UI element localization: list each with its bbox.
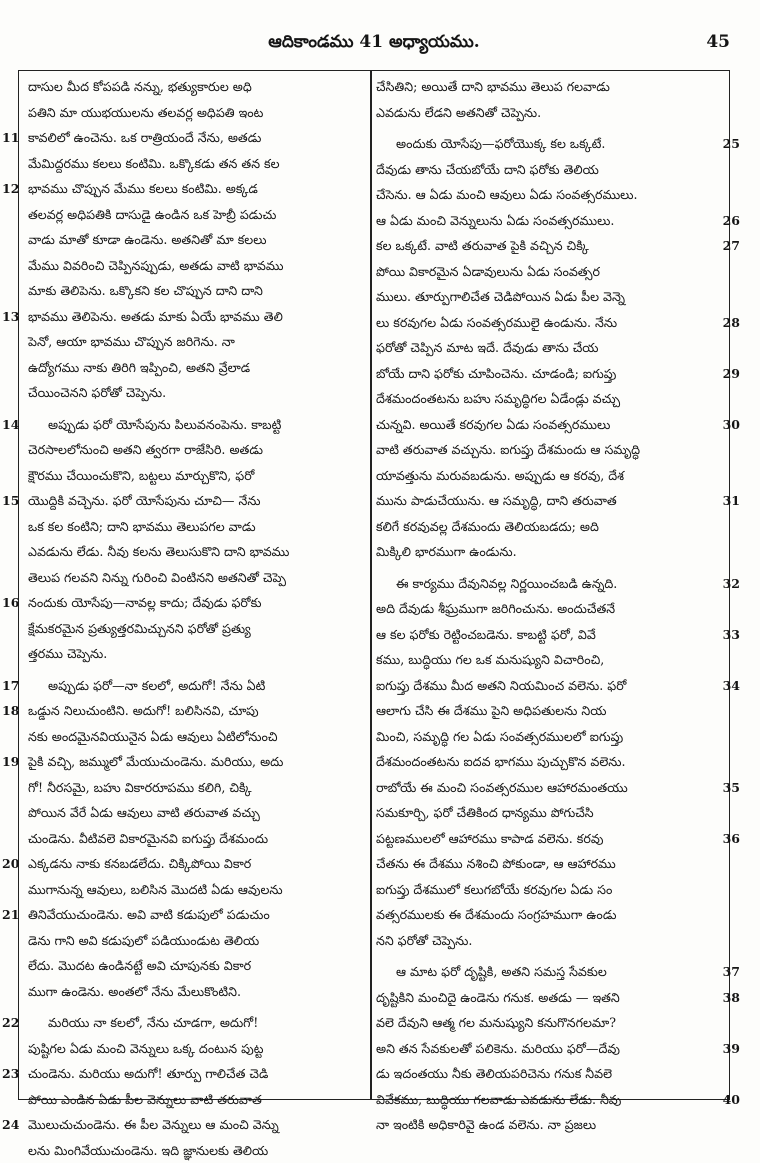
line-text: లేదు. మొదట ఉండినట్టే అవి చూపునకు వికార	[28, 958, 251, 973]
line-text: మేమిద్దరము కలలు కంటిమి. ఒక్కొకడు తన తన కల	[28, 156, 280, 171]
text-line	[376, 361, 718, 387]
line-text: బోయే దాని ఫరోకు చూపించెను. చూడండి; ఐగుప్తు	[376, 366, 616, 381]
verse-number: 30	[723, 412, 740, 438]
line-text: ఎక్కడను నాకు కనబడలేదు. చిక్కిపోయి వికార	[28, 856, 251, 871]
line-text: పుష్టిగల ఏడు మంచి వెన్నులు ఒక్క దంటున పుట్ట	[28, 1041, 263, 1056]
line-text: పతిని మా యుభయులను తలవర్ల అధిపతి ఇంట	[28, 105, 263, 120]
text-line	[376, 622, 718, 648]
line-text: చేయించెనని ఫరోతో చెప్పెను.	[28, 385, 166, 400]
verse-number: 35	[723, 775, 740, 801]
text-line	[376, 514, 718, 540]
text-line	[22, 673, 364, 699]
text-line	[376, 335, 718, 361]
text-line	[22, 125, 364, 151]
text-line	[376, 1036, 718, 1062]
page-title: ఆదికాండము 41 అధ్యాయము.	[18, 32, 730, 56]
line-text: చుండెను. మరియు అదుగో! తూర్పు గాలిచేత చెడి	[28, 1066, 268, 1081]
line-text: అప్పుడు ఫరో యోసేపును పిలువనంపెను. కాబట్టి	[48, 417, 281, 432]
right-column	[376, 74, 718, 1138]
verse-number: 24	[2, 1112, 19, 1138]
line-text: చుండెను. వీటివలె వికారమైనవి ఐగుప్తు దేశమందు	[28, 831, 268, 846]
line-text: ఐగుప్తు దేశములో కలుగబోయే కరవుగల ఏడు సం	[376, 882, 612, 897]
page-number: 45	[706, 32, 730, 52]
text-line	[22, 380, 364, 406]
text-line	[22, 698, 364, 724]
text-line	[376, 596, 718, 622]
line-text: ఆ కల ఫరోకు రెట్టించబడెను. కాబట్టి ఫరో, వివే	[376, 627, 596, 642]
line-text: పైకి వచ్చి, జమ్ములో మేయుచుండెను. మరియు, అదు	[28, 754, 283, 769]
text-line	[22, 1112, 364, 1138]
text-line	[376, 749, 718, 775]
line-text: వివేకము, బుద్ధియు గలవాడు ఎవడును లేడు. నీవు	[376, 1092, 621, 1107]
text-line	[22, 329, 364, 355]
text-line	[376, 1112, 718, 1138]
verse-number: 20	[2, 851, 19, 877]
text-line	[376, 902, 718, 928]
line-text: ఒడ్డున నిలుచుంటిని. అదుగో! బలిసినవి, చూపు	[28, 703, 259, 718]
text-line	[376, 959, 718, 985]
text-line	[22, 851, 364, 877]
verse-number: 40	[723, 1087, 740, 1113]
line-text: గో! నీరసమై, బహు వికారరూపము కలిగి, చిక్కి	[28, 780, 252, 795]
text-line	[376, 100, 718, 126]
line-text: కావలిలో ఉంచెను. ఒక రాత్రియందే నేను, అతడు	[28, 130, 261, 145]
line-text: చున్నవి. అయితే కరవుగల ఏడు సంవత్సరములు	[376, 417, 610, 432]
line-text: భావము తెలిపెను. అతడు మాకు ఏయే భావము తెలి	[28, 309, 283, 324]
text-line	[22, 539, 364, 565]
text-line	[22, 202, 364, 228]
page-header	[18, 32, 730, 62]
text-line	[376, 284, 718, 310]
line-text: మిక్కిలి భారముగా ఉండును.	[376, 544, 517, 559]
text-line	[22, 590, 364, 616]
text-line	[22, 800, 364, 826]
text-line	[376, 488, 718, 514]
text-line	[22, 979, 364, 1005]
text-line	[376, 437, 718, 463]
line-text: వాటి తరువాత వచ్చును. ఐగుప్తు దేశమందు ఆ సమృద్ధి	[376, 442, 640, 457]
text-line	[376, 851, 718, 877]
line-text: మరియు నా కలలో, నేను చూడగా, అదుగో!	[48, 1015, 258, 1030]
line-text: దాసుల మీద కోపపడి నన్ను, భత్యుకారుల అధి	[28, 79, 252, 94]
text-line	[376, 208, 718, 234]
line-text: దేవుడు తాను చేయబోయే దాని ఫరోకు తెలియ	[376, 162, 599, 177]
line-text: వాడు మాతో కూడా ఉండెను. అతనితో మా కలలు	[28, 232, 267, 247]
line-text: ఈ కార్యము దేవునివల్ల నిర్ణయించబడి ఉన్నది.	[396, 576, 617, 591]
text-line	[376, 539, 718, 565]
line-text: దేశమందంతటను బహు సమృద్ధిగల ఏడేండ్లు వచ్చు	[376, 391, 620, 406]
text-line	[376, 386, 718, 412]
verse-number: 27	[723, 233, 740, 259]
text-line	[22, 278, 364, 304]
verse-number: 23	[2, 1061, 19, 1087]
text-line	[22, 437, 364, 463]
text-line	[22, 304, 364, 330]
verse-number: 37	[723, 959, 740, 985]
line-text: ముగానున్న ఆవులు, బలిసిన మొదటి ఏడు ఆవులను	[28, 882, 283, 897]
verse-number: 36	[723, 826, 740, 852]
text-line	[376, 310, 718, 336]
text-line	[376, 826, 718, 852]
line-text: చెరసాలలోనుంచి అతని త్వరగా రాజేసిరి. అతడు	[28, 442, 263, 457]
line-text: ఆ ఏడు మంచి వెన్నులును ఏడు సంవత్సరములు.	[376, 213, 614, 228]
line-text: నని ఫరోతో చెప్పెను.	[376, 933, 472, 948]
line-text: లు కరవుగల ఏడు సంవత్సరములై ఉండును. నేను	[376, 315, 617, 330]
text-line	[22, 616, 364, 642]
line-text: ఆలాగు చేసి ఈ దేశము పైని అధిపతులను నియ	[376, 703, 606, 718]
line-text: ఐగుప్తు దేశము మీద అతని నియమించ వలెను. ఫరో	[376, 678, 626, 693]
line-text: మాకు తెలిపెను. ఒక్కొకని కల చొప్పున దాని దాని	[28, 283, 263, 298]
line-text: త్తరము చెప్పెను.	[28, 646, 107, 661]
text-line	[22, 928, 364, 954]
text-line	[22, 1087, 364, 1113]
line-text: ఉద్యోగము నాకు తిరిగి ఇప్పించి, అతని వ్రేలాడ	[28, 360, 250, 375]
line-text: పోయి వికారమైన ఏడావులును ఏడు సంవత్సర	[376, 264, 600, 279]
line-text: మును పాడుచేయును. ఆ సమృద్ధి, దాని తరువాత	[376, 493, 617, 508]
text-line	[22, 641, 364, 667]
text-line	[376, 259, 718, 285]
line-text: దేశమందంతటను ఐదవ భాగము పుచ్చుకొన వలెను.	[376, 754, 625, 769]
verse-number: 26	[723, 208, 740, 234]
verse-number: 33	[723, 622, 740, 648]
text-line	[376, 647, 718, 673]
line-text: తినివేయుచుండెను. అవి వాటి కడుపులో పడుచుం	[28, 907, 270, 922]
text-line	[376, 724, 718, 750]
text-line	[376, 1087, 718, 1113]
line-text: క్షౌరము చేయించుకొని, బట్టలు మార్చుకొని, ఫరో	[28, 468, 254, 483]
line-text: పోయి ఎండిన ఏడు పీల వెన్నులు వాటి తరువాత	[28, 1092, 262, 1107]
line-text: అది దేవుడు శీఘ్రముగా జరిగించును. అందుచేతనే	[376, 601, 615, 616]
verse-number: 13	[2, 304, 19, 330]
line-text: ఒక కల కంటిని; దాని భావము తెలుపగల వాడు	[28, 519, 256, 534]
text-line	[376, 463, 718, 489]
line-text: క్షేమకరమైన ప్రత్యుత్తరమిచ్చునని ఫరోతో ప్రత్యు	[28, 621, 251, 636]
line-text: చేతను ఈ దేశము నశించి పోకుండా, ఆ ఆహారము	[376, 856, 616, 871]
line-text: చేసితిని; అయితే దాని భావము తెలుప గలవాడు	[376, 79, 610, 94]
line-text: కల ఒక్కటే. వాటి తరువాత పైకి వచ్చిన చిక్కి	[376, 238, 589, 253]
line-text: అప్పుడు ఫరో—నా కలలో, అదుగో! నేను ఏటి	[48, 678, 265, 693]
line-text: ఆ మాట ఫరో దృష్టికి, అతని సమస్త సేవకుల	[396, 964, 607, 979]
line-text: వలె దేవుని ఆత్మ గల మనుష్యుని కనుగొనగలమా?	[376, 1015, 616, 1030]
text-line	[22, 1036, 364, 1062]
text-line	[22, 100, 364, 126]
verse-number: 18	[2, 698, 19, 724]
line-text: మించి, సమృద్ధి గల ఏడు సంవత్సరములలో ఐగుప్తు	[376, 729, 623, 744]
line-text: యొద్దికి వచ్చెను. ఫరో యోసేపును చూచి— నేను	[28, 493, 261, 508]
text-line	[22, 1061, 364, 1087]
line-text: యావత్తును మరువబడును. అప్పుడు ఆ కరవు, దేశ	[376, 468, 624, 483]
verse-number: 16	[2, 590, 19, 616]
text-line	[376, 698, 718, 724]
text-line	[22, 463, 364, 489]
line-text: మేము వివరించి చెప్పినప్పుడు, అతడు వాటి భావము	[28, 258, 284, 273]
text-line	[376, 1061, 718, 1087]
verse-number: 34	[723, 673, 740, 699]
text-line	[376, 131, 718, 157]
verse-number: 12	[2, 176, 19, 202]
line-text: ఎవడును లేడని అతనితో చెప్పెను.	[376, 105, 541, 120]
line-text: ఫరోతో చెప్పిన మాట ఇదే. దేవుడు తాను చేయ	[376, 340, 598, 355]
line-text: వత్సరములకు ఈ దేశమందు సంగ్రహముగా ఉండు	[376, 907, 617, 922]
left-column	[22, 74, 364, 1163]
text-line	[376, 182, 718, 208]
text-line	[22, 1010, 364, 1036]
verse-number: 31	[723, 488, 740, 514]
line-text: డు ఇదంతయు నీకు తెలియపరిచెను గనుక నీవలె	[376, 1066, 612, 1081]
line-text: కము, బుద్ధియు గల ఒక మనుష్యుని విచారించి,	[376, 652, 604, 667]
text-line	[22, 412, 364, 438]
text-line	[22, 724, 364, 750]
line-text: ఎవడును లేడు. నీవు కలను తెలుసుకొని దాని భావము	[28, 544, 289, 559]
text-line	[376, 673, 718, 699]
line-text: నందుకు యోసేపు—నావల్ల కాదు; దేవుడు ఫరోకు	[28, 595, 262, 610]
text-line	[376, 571, 718, 597]
line-text: మొలుచుచుండెను. ఈ పీల వెన్నులు ఆ మంచి వెన్ను	[28, 1117, 279, 1132]
line-text: ములు. తూర్పుగాలిచేత చెడిపోయిన ఏడు పీల వెన్నె	[376, 289, 625, 304]
text-line	[22, 514, 364, 540]
verse-number: 29	[723, 361, 740, 387]
text-line	[22, 749, 364, 775]
line-text: పట్టణములలో ఆహారము కాపాడ వలెను. కరవు	[376, 831, 603, 846]
verse-number: 17	[2, 673, 19, 699]
column-divider	[370, 70, 372, 1100]
text-line	[376, 233, 718, 259]
text-line	[22, 227, 364, 253]
text-line	[22, 176, 364, 202]
line-text: నా ఇంటికి అధికారివై ఉండ వలెను. నా ప్రజలు	[376, 1117, 596, 1132]
line-text: లను మింగివేయుచుండెను. ఇది జ్ఞానులకు తెలియ	[28, 1143, 268, 1158]
line-text: కలిగే కరవువల్ల దేశమందు తెలియబడదు; అది	[376, 519, 599, 534]
verse-number: 38	[723, 985, 740, 1011]
line-text: తెలుప గలవని నిన్ను గురించి వింటినని అతనితో చెప్పె	[28, 570, 286, 585]
line-text: తలవర్ల అధిపతికి దాసుడై ఉండిన ఒక హెబ్రీ పడుచు	[28, 207, 276, 222]
verse-number: 15	[2, 488, 19, 514]
text-line	[376, 800, 718, 826]
line-text: అని తన సేవకులతో పలికెను. మరియు ఫరో—దేవు	[376, 1041, 620, 1056]
text-line	[22, 74, 364, 100]
text-line	[376, 877, 718, 903]
line-text: భావము చొప్పున మేము కలలు కంటిమి. అక్కడ	[28, 181, 258, 196]
verse-number: 39	[723, 1036, 740, 1062]
text-line	[22, 355, 364, 381]
text-line	[22, 565, 364, 591]
verse-number: 32	[723, 571, 740, 597]
text-line	[22, 953, 364, 979]
text-line	[22, 151, 364, 177]
text-line	[376, 157, 718, 183]
line-text: రాబోయే ఈ మంచి సంవత్సరముల ఆహారమంతయు	[376, 780, 628, 795]
line-text: చేసెను. ఆ ఏడు మంచి ఆవులు ఏడు సంవత్సరములు.	[376, 187, 637, 202]
line-text: పోయిన వేరే ఏడు ఆవులు వాటి తరువాత వచ్చు	[28, 805, 260, 820]
line-text: సమకూర్చి, ఫరో చేతికింద ధాన్యము పోగుచేసి	[376, 805, 594, 820]
text-line	[22, 253, 364, 279]
line-text: అందుకు యోసేపు—ఫరోయొక్క కల ఒక్కటే.	[396, 136, 605, 151]
verse-number: 21	[2, 902, 19, 928]
text-line	[22, 902, 364, 928]
line-text: డెను గాని అవి కడుపులో పడియుండుట తెలియ	[28, 933, 259, 948]
text-line	[376, 928, 718, 954]
verse-number: 19	[2, 749, 19, 775]
text-line	[22, 488, 364, 514]
verse-number: 25	[723, 131, 740, 157]
text-line	[22, 877, 364, 903]
line-text: నకు అందమైనవియునైన ఏడు ఆవులు ఏటిలోనుంచి	[28, 729, 278, 744]
text-line	[376, 775, 718, 801]
text-line	[376, 74, 718, 100]
text-line	[376, 985, 718, 1011]
verse-number: 22	[2, 1010, 19, 1036]
verse-number: 14	[2, 412, 19, 438]
text-line	[376, 1010, 718, 1036]
text-line	[22, 1138, 364, 1163]
text-line	[22, 775, 364, 801]
line-text: పెనో, ఆయా భావము చొప్పున జరిగెను. నా	[28, 334, 235, 349]
line-text: దృష్టికిని మంచిదై ఉండెను గనుక. అతడు — ఇతని	[376, 990, 620, 1005]
text-line	[22, 826, 364, 852]
verse-number: 11	[2, 125, 19, 151]
verse-number: 28	[723, 310, 740, 336]
text-line	[376, 412, 718, 438]
line-text: ముగా ఉండెను. అంతలో నేను మేలుకొంటిని.	[28, 984, 241, 999]
